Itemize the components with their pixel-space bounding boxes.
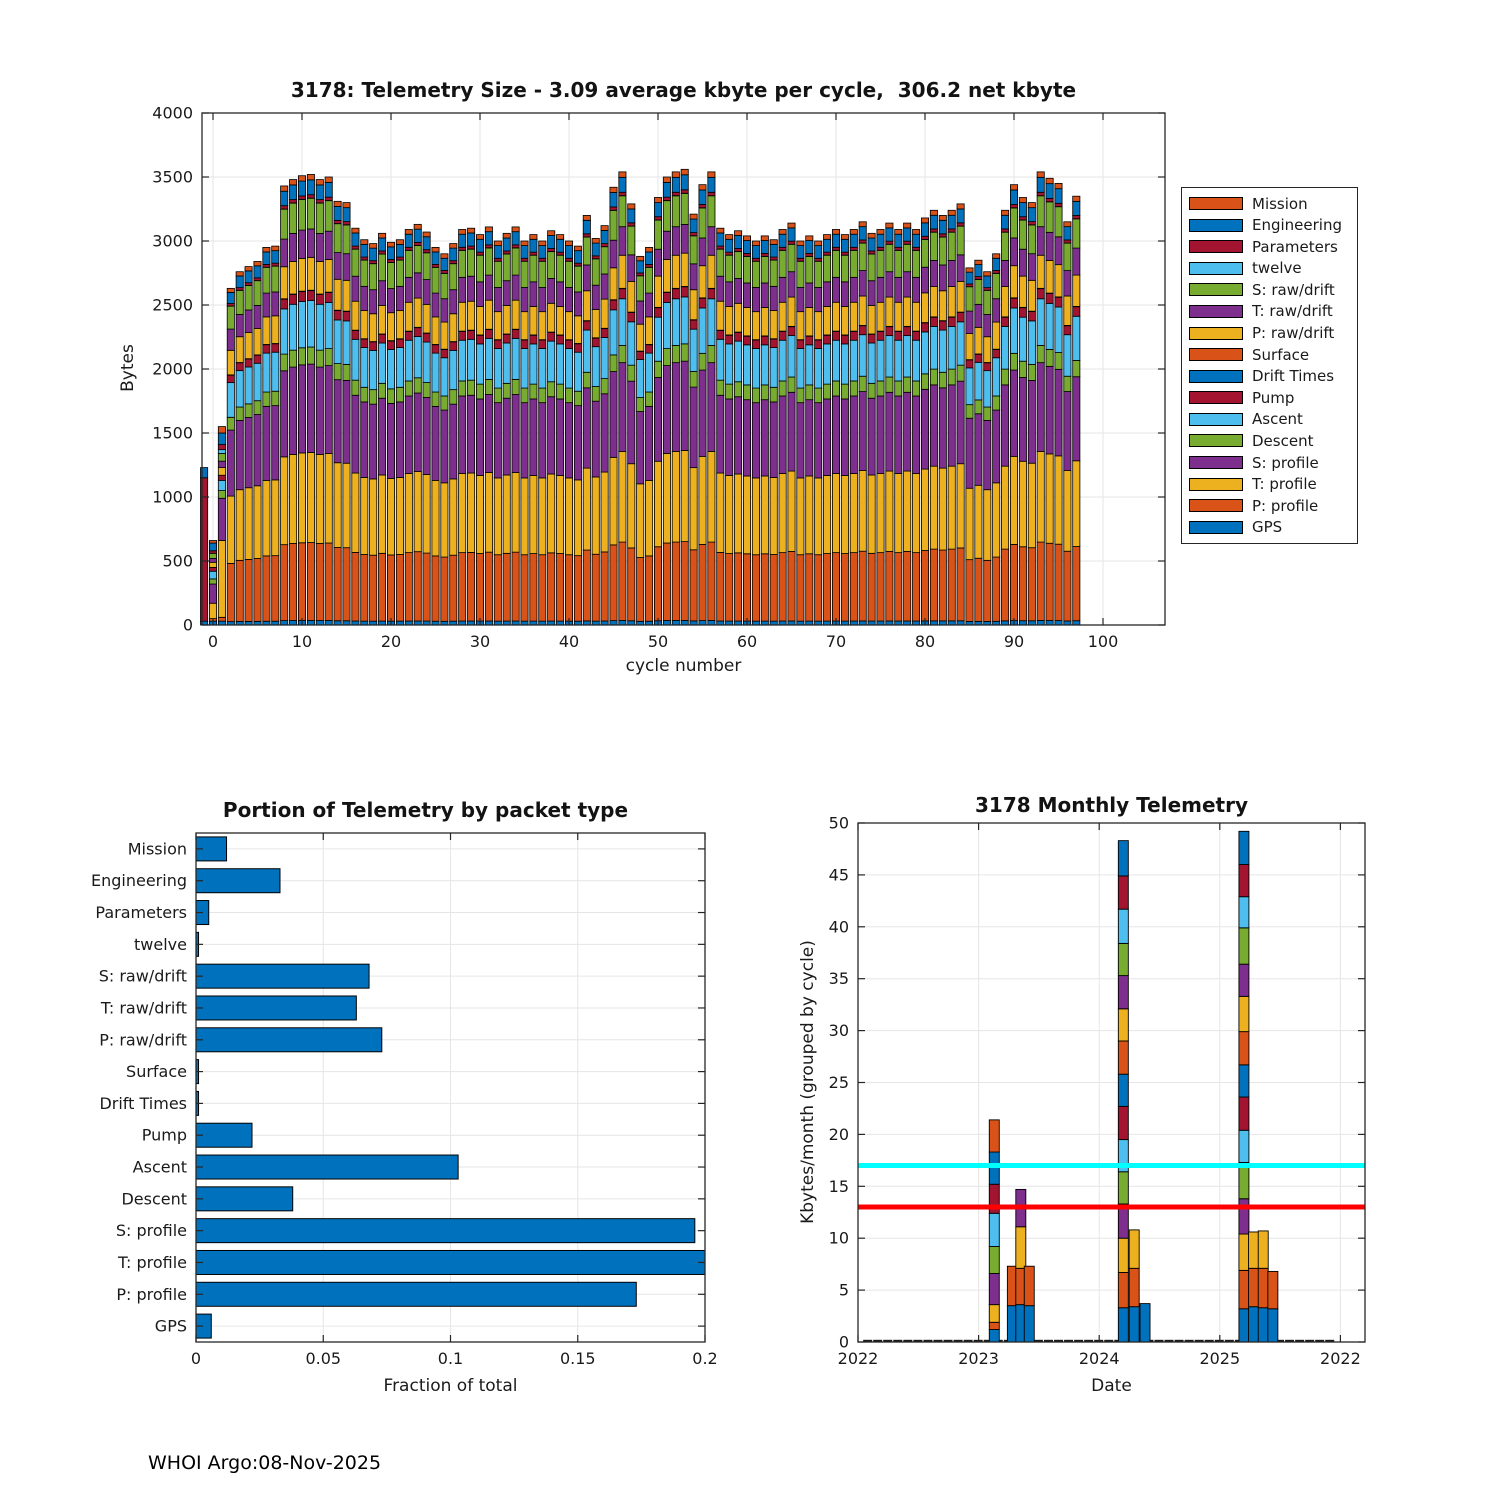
legend-label: Mission [1252,194,1308,213]
bar-cycle-46 [619,172,626,625]
bar-cycle-48 [637,256,644,625]
svg-text:0: 0 [182,615,193,635]
bar-cycle-56 [708,172,715,625]
bar-cycle-69 [824,235,831,625]
bar-cycle-36 [530,235,537,625]
bar-cycle-6 [263,247,270,625]
portion-bar-engineering [196,869,280,893]
bar-cycle-18 [370,244,377,625]
bar-cycle-57 [717,228,724,625]
bar-cycle-29 [468,228,475,625]
svg-text:Ascent: Ascent [132,1157,187,1177]
legend-swatch [1189,219,1243,232]
svg-text:GPS: GPS [154,1316,187,1336]
bar-cycle-32 [494,241,501,625]
bar-cycle-38 [548,231,555,625]
bar-cycle-61 [752,241,759,625]
bar-cycle-60 [743,236,750,625]
bar-cycle-85 [966,268,973,625]
bar-cycle-39 [557,235,564,625]
bar-cycle-25 [432,247,439,625]
legend-label: Pump [1252,388,1295,407]
svg-text:2023: 2023 [958,1349,999,1368]
portion-bar-p-raw-drift [196,1028,382,1052]
legend-label: Engineering [1252,216,1342,235]
bar-cycle-26 [441,254,448,625]
legend-swatch [1189,370,1243,383]
svg-text:90: 90 [1003,632,1025,651]
bar-cycle-78 [904,223,911,625]
bar-cycle-14 [334,201,341,625]
bar-cycle-44 [601,226,608,625]
svg-text:twelve: twelve [134,934,187,954]
svg-text:10: 10 [291,632,313,651]
bar-cycle-43 [592,238,599,625]
bar-cycle-67 [806,236,813,625]
legend-label: P: raw/drift [1252,324,1335,343]
svg-text:Mission: Mission [127,839,187,859]
svg-text:60: 60 [736,632,758,651]
legend-swatch [1189,478,1243,491]
telemetry-bars [201,169,1080,625]
legend-swatch [1189,197,1243,210]
telemetry-size-xlabel: cycle number [625,656,742,676]
svg-text:1000: 1000 [152,487,193,507]
svg-text:S: raw/drift: S: raw/drift [98,966,187,986]
legend-label: P: profile [1252,496,1319,515]
svg-text:5: 5 [838,1280,849,1300]
bar-cycle-94 [1046,178,1053,625]
monthly-bar [1118,841,1128,1342]
legend-label: twelve [1252,259,1302,278]
monthly-ylabel: Kbytes/month (grouped by cycle) [798,940,818,1224]
svg-text:0: 0 [190,1349,202,1368]
bar-cycle-83 [948,210,955,625]
monthly-bar [1249,1232,1259,1342]
bar-cycle-49 [646,247,653,625]
svg-text:Engineering: Engineering [91,871,187,891]
bar-cycle-79 [913,229,920,625]
svg-text:70: 70 [825,632,847,651]
legend-swatch [1189,262,1243,275]
bar-cycle-11 [307,174,314,625]
bar-cycle-23 [414,224,421,625]
legend-item-parameters [1189,237,1357,257]
bar-cycle-1 [218,427,225,625]
bar-cycle-65 [788,223,795,625]
svg-text:50: 50 [647,632,669,651]
legend-item-p-profile [1189,496,1357,516]
bar-cycle-89 [1002,210,1009,625]
bar-cycle-51 [663,177,670,625]
svg-text:Drift Times: Drift Times [99,1093,187,1113]
legend-swatch [1189,391,1243,404]
portion-bar-t-raw-drift [196,996,356,1020]
svg-text:1500: 1500 [152,423,193,443]
footer-text: WHOI Argo:08-Nov-2025 [148,1452,382,1474]
legend-item-s-raw-drift [1189,280,1357,300]
monthly-bar [1024,1266,1034,1342]
bar-cycle-31 [485,227,492,625]
svg-text:30: 30 [828,1021,849,1041]
bar-cycle-80 [921,218,928,625]
svg-text:2024: 2024 [1078,1349,1120,1368]
bar-cycle-2 [227,288,234,625]
svg-text:Pump: Pump [141,1125,187,1145]
bar-cycle-52 [672,172,679,625]
svg-text:2025: 2025 [1199,1349,1241,1368]
svg-text:Descent: Descent [121,1189,187,1209]
portion-bar-descent [196,1187,293,1211]
legend-swatch [1189,348,1243,361]
legend-label: GPS [1252,518,1283,537]
telemetry-size-ylabel: Bytes [118,344,138,392]
svg-text:2022: 2022 [837,1349,879,1368]
legend-item-s-profile [1189,453,1357,473]
bar-cycle-55 [699,185,706,625]
bar-cycle-92 [1028,203,1035,625]
bar-cycle-10 [298,176,305,625]
legend-swatch [1189,283,1243,296]
bar-cycle-33 [503,233,510,625]
legend-label: Drift Times [1252,367,1335,386]
bar-cycle-84 [957,204,964,625]
portion-bar-t-profile [196,1250,705,1274]
bar-cycle-20 [387,242,394,625]
svg-text:45: 45 [828,865,849,885]
svg-text:3000: 3000 [152,231,193,251]
telemetry-size-title: 3178: Telemetry Size - 3.09 average kbyte per cycle, 306.2 net kbyte [290,78,1077,102]
svg-text:30: 30 [469,632,491,651]
bar-cycle-74 [868,233,875,625]
legend-item-p-raw-drift [1189,323,1357,343]
legend-swatch [1189,434,1243,447]
bar-cycle-5 [254,261,261,625]
svg-text:20: 20 [380,632,402,651]
legend-label: Parameters [1252,237,1338,256]
portion-title: Portion of Telemetry by packet type [222,798,629,822]
bar-cycle-63 [770,240,777,625]
bar-cycle-97 [1073,196,1080,625]
legend-item-descent [1189,431,1357,451]
bar-cycle-22 [405,229,412,625]
portion-xlabel: Fraction of total [383,1376,518,1396]
svg-text:S: profile: S: profile [115,1221,187,1241]
bar-cycle-77 [895,229,902,625]
legend-swatch [1189,305,1243,318]
legend-swatch [1189,240,1243,253]
svg-text:0.2: 0.2 [692,1349,718,1368]
svg-text:P: profile: P: profile [116,1284,187,1304]
svg-text:0.1: 0.1 [437,1349,464,1368]
svg-text:40: 40 [828,917,849,937]
bar-cycle-76 [886,223,893,625]
svg-text:20: 20 [828,1124,849,1144]
bar-cycle-93 [1037,172,1044,625]
bar-cycle-16 [352,228,359,625]
legend-item-mission [1189,194,1357,214]
legend-label: T: profile [1252,475,1317,494]
bar-cycle-40 [565,241,572,625]
svg-text:35: 35 [828,969,849,989]
portion-bar-ascent [196,1155,458,1179]
bar-cycle-86 [975,260,982,625]
monthly-title: 3178 Monthly Telemetry [975,793,1248,817]
svg-text:4000: 4000 [152,103,193,123]
svg-text:P: raw/drift: P: raw/drift [99,1030,187,1050]
legend-swatch [1189,521,1243,534]
bar-cycle-24 [423,232,430,625]
legend-label: T: raw/drift [1252,302,1333,321]
monthly-bar [1268,1271,1278,1342]
bar-cycle-59 [735,231,742,625]
bar-cycle-28 [459,229,466,625]
bar-cycle-27 [450,244,457,625]
svg-text:Surface: Surface [126,1062,187,1082]
bar-cycle-53 [681,169,688,625]
bar-cycle-15 [343,203,350,625]
legend-item-gps [1189,517,1357,537]
bar-cycle-35 [521,241,528,625]
bar-cycle-73 [859,222,866,625]
svg-text:0: 0 [207,632,219,651]
svg-text:500: 500 [162,551,193,571]
bar-cycle-87 [984,272,991,625]
bar-cycle-42 [583,215,590,625]
monthly-bar [1140,1304,1150,1342]
legend-label: S: raw/drift [1252,280,1335,299]
monthly-bar [989,1120,999,1342]
legend-label: S: profile [1252,453,1319,472]
legend-item-t-raw-drift [1189,301,1357,321]
svg-text:25: 25 [828,1073,849,1092]
svg-text:40: 40 [558,632,580,651]
svg-text:10: 10 [828,1228,849,1248]
bar-cycle-54 [690,214,697,625]
monthly-bar [1239,831,1249,1342]
svg-text:2000: 2000 [152,359,193,379]
bar-cycle-66 [797,241,804,625]
bar-cycle-62 [761,236,768,625]
svg-text:80: 80 [914,632,936,651]
legend-item-ascent [1189,409,1357,429]
legend-swatch [1189,413,1243,426]
bar-cycle-95 [1055,183,1062,625]
legend-item-surface [1189,345,1357,365]
portion-bar-p-profile [196,1282,636,1306]
legend-swatch [1189,499,1243,512]
bar-cycle-3 [236,272,243,625]
bar-cycle-45 [610,187,617,625]
svg-text:50: 50 [828,813,849,833]
monthly-grid [858,823,1365,1342]
portion-bar-s-profile [196,1219,695,1243]
portion-category-labels [91,839,187,1335]
legend-box [1181,187,1358,544]
svg-text:15: 15 [828,1176,849,1196]
bar-cycle-4 [245,267,252,625]
bar-cycle-9 [290,180,297,625]
bar-cycle-70 [832,229,839,625]
bar-cycle-50 [654,197,661,625]
legend-item-engineering [1189,215,1357,235]
monthly-xlabel: Date [1091,1376,1132,1396]
bar-cycle-91 [1019,197,1026,625]
bar-cycle-81 [930,210,937,625]
svg-text:Parameters: Parameters [95,903,187,923]
bar-cycle-17 [361,240,368,625]
monthly-bars [989,831,1278,1342]
bar-cycle-88 [993,254,1000,625]
bar-cycle-21 [396,240,403,625]
bar-cycle-72 [850,229,857,625]
bar-cycle-8 [281,186,288,625]
bar-cycle-37 [539,241,546,625]
bar-cycle-64 [779,229,786,625]
monthly-bar [1129,1230,1139,1342]
legend-swatch [1189,327,1243,340]
bar-cycle-96 [1064,222,1071,625]
legend-label: Surface [1252,345,1310,364]
bar-cycle-90 [1010,185,1017,625]
svg-text:2022: 2022 [1320,1349,1361,1368]
bar-cycle-82 [939,215,946,625]
bar-cycle-41 [574,246,581,625]
bar-cycle-12 [316,180,323,625]
bar-cycle-47 [628,204,635,625]
svg-text:2500: 2500 [152,295,193,315]
legend-label: Descent [1252,431,1314,450]
bar-cycle-7 [272,246,279,625]
svg-text:3500: 3500 [152,167,193,187]
bar-cycle-71 [841,235,848,625]
bar-cycle-30 [476,235,483,625]
legend-item-twelve [1189,258,1357,278]
legend-item-t-profile [1189,474,1357,494]
bar-cycle-19 [379,233,386,625]
legend-item-drift-times [1189,366,1357,386]
bar-cycle-58 [726,235,733,625]
monthly-axes [829,814,1365,1369]
svg-text:0: 0 [838,1332,849,1352]
legend-label: Ascent [1252,410,1303,429]
monthly-bar [1258,1231,1268,1342]
legend-item-pump [1189,388,1357,408]
bar-cycle-0 [209,541,216,625]
bar-cycle-75 [877,229,884,625]
svg-text:100: 100 [1087,632,1119,651]
bar-cycle-34 [512,227,519,625]
bar-cycle-13 [325,177,332,625]
svg-text:0.05: 0.05 [305,1349,342,1368]
bar-cycle-68 [815,241,822,625]
legend-swatch [1189,456,1243,469]
svg-text:T: profile: T: profile [117,1252,187,1272]
svg-text:0.15: 0.15 [559,1349,596,1368]
portion-bar-s-raw-drift [196,964,369,988]
svg-text:T: raw/drift: T: raw/drift [100,998,187,1018]
portion-bar-pump [196,1123,252,1147]
